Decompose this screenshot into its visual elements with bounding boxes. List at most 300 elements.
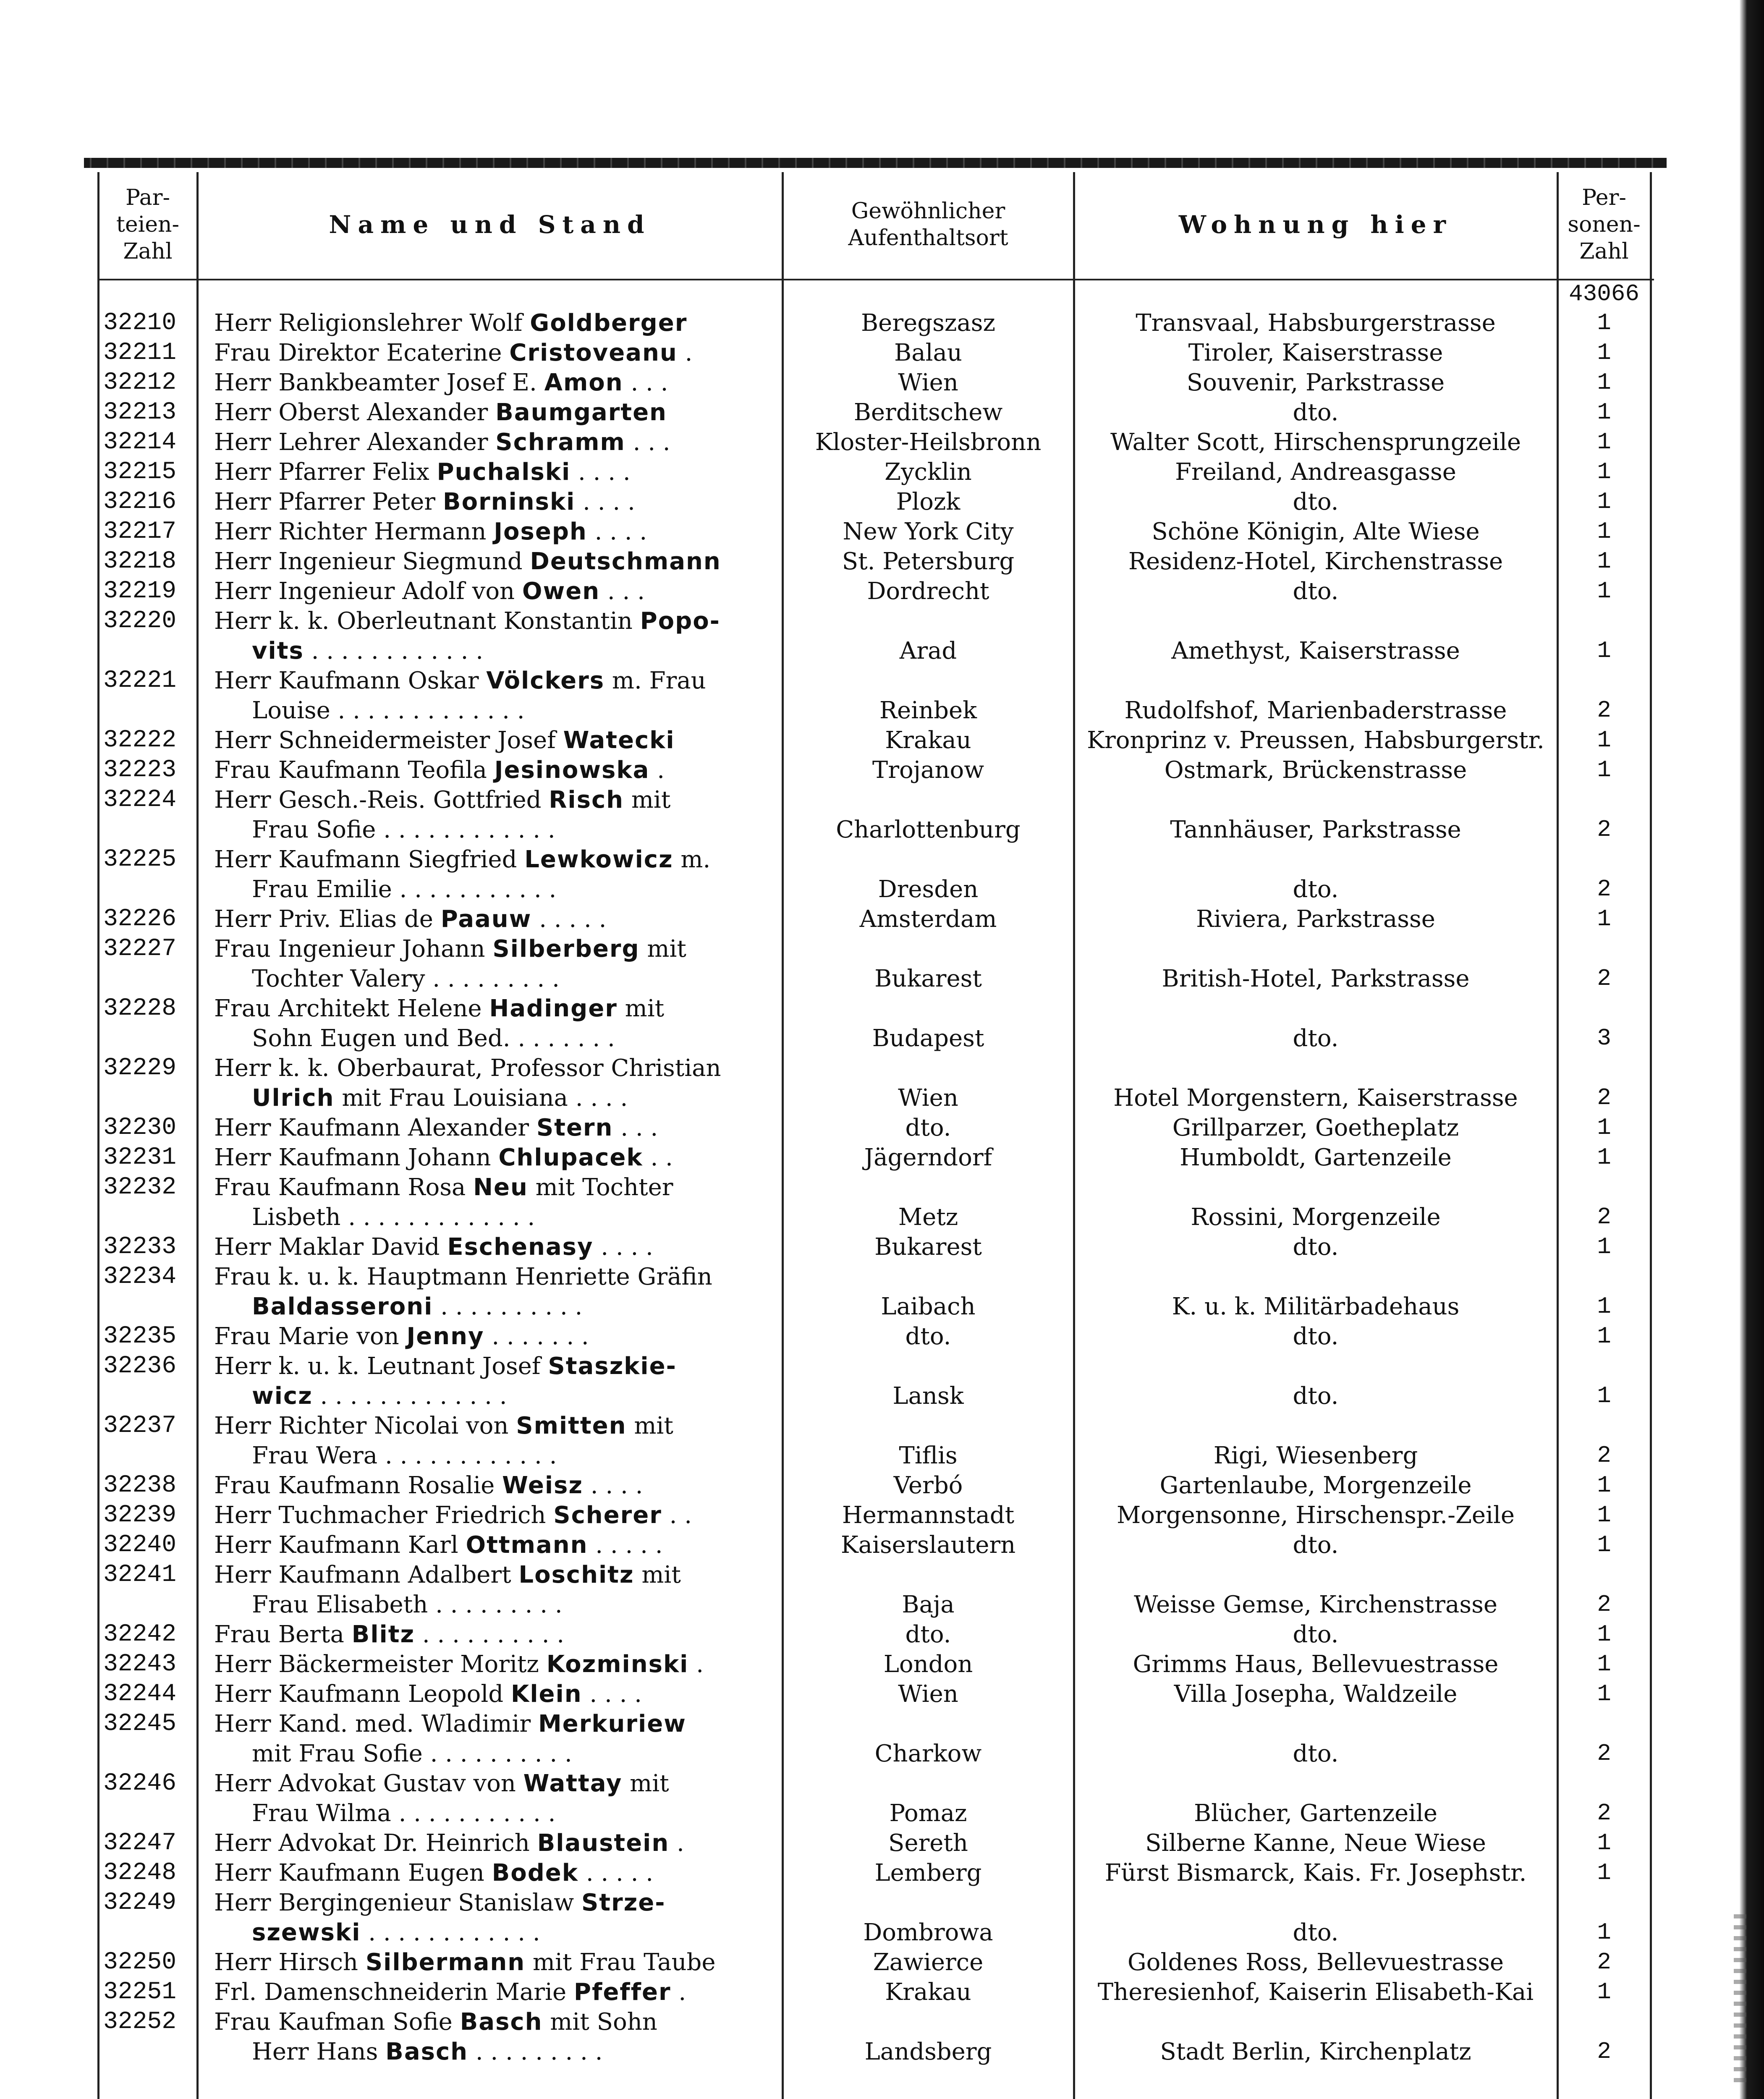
lodging-address: Tannhäuser, Parkstrasse — [1170, 816, 1461, 843]
name-line: Herr Priv. Elias de Paauw . . . . . — [214, 906, 607, 933]
surname: Basch — [460, 2008, 543, 2036]
lodging-address: Gartenlaube, Morgenzeile — [1159, 1472, 1472, 1499]
surname: Staszkie- — [548, 1353, 677, 1380]
scan-edge — [1740, 0, 1764, 2099]
usual-residence: Metz — [898, 1204, 958, 1231]
name-line: Herr Kaufmann Johann Chlupacek . . — [214, 1144, 673, 1171]
persons-count: 1 — [1597, 1382, 1611, 1409]
name-line: Frau Kaufmann Teofila Jesinowska . — [214, 756, 665, 784]
register-row — [0, 1173, 1738, 1232]
name-and-status — [214, 368, 781, 398]
surname: Amon — [544, 369, 623, 396]
register-row — [0, 845, 1738, 904]
persons-count: 2 — [1597, 1204, 1611, 1230]
surname: Blaustein — [537, 1829, 670, 1857]
usual-residence: Krakau — [885, 1979, 971, 2006]
name-and-status — [214, 1143, 781, 1173]
party-number: 32234 — [103, 1263, 177, 1290]
name-and-status — [214, 606, 781, 666]
name-and-status — [214, 1649, 781, 1679]
lodging-address: Weisse Gemse, Kirchenstrasse — [1133, 1591, 1498, 1618]
persons-count: 1 — [1597, 1233, 1611, 1260]
persons-count: 2 — [1597, 876, 1611, 903]
usual-residence: Plozk — [896, 488, 961, 516]
usual-residence: Dombrowa — [863, 1919, 993, 1946]
persons-count: 2 — [1597, 2038, 1611, 2065]
party-number: 32249 — [103, 1889, 177, 1916]
surname: Baumgarten — [495, 399, 667, 426]
register-row — [0, 1351, 1738, 1411]
usual-residence: Wien — [898, 369, 958, 396]
name-and-status — [214, 1769, 781, 1828]
usual-residence: Dordrecht — [867, 578, 989, 605]
surname: Ulrich — [252, 1084, 335, 1112]
usual-residence: Bukarest — [874, 1233, 982, 1261]
register-row — [0, 994, 1738, 1053]
name-and-status — [214, 934, 781, 994]
name-line: Herr Hirsch Silbermann mit Frau Taube — [214, 1949, 716, 1976]
persons-count: 1 — [1597, 1651, 1611, 1678]
carried-total: 43066 — [1568, 280, 1640, 307]
name-line: Frau Ingenieur Johann Silberberg mit — [214, 935, 686, 963]
persons-count: 1 — [1597, 1979, 1611, 2005]
name-line: mit Frau Sofie . . . . . . . . . . — [252, 1740, 572, 1767]
register-row — [0, 1530, 1738, 1560]
persons-count: 1 — [1597, 339, 1611, 366]
persons-count: 2 — [1597, 965, 1611, 992]
surname: Strze- — [581, 1889, 666, 1916]
name-line: Lisbeth . . . . . . . . . . . . . — [252, 1204, 535, 1231]
name-line: Herr Kaufmann Leopold Klein . . . . — [214, 1680, 642, 1708]
lodging-address: Grillparzer, Goetheplatz — [1172, 1114, 1459, 1141]
surname: Klein — [510, 1680, 582, 1708]
party-number: 32227 — [103, 935, 177, 963]
usual-residence: Beregszasz — [861, 309, 995, 337]
usual-residence: Tiflis — [899, 1442, 958, 1469]
name-line: Herr k. k. Oberleutnant Konstantin Popo- — [214, 607, 720, 635]
usual-residence: Lansk — [892, 1382, 964, 1410]
usual-residence: Budapest — [872, 1025, 984, 1052]
persons-count: 2 — [1597, 1084, 1611, 1111]
party-number: 32229 — [103, 1055, 177, 1082]
party-number: 32210 — [103, 309, 177, 337]
register-row — [0, 1471, 1738, 1500]
header-usual-residence: Gewöhnlicher Aufenthaltsort — [848, 199, 1008, 251]
name-line: Herr Pfarrer Peter Borninski . . . . — [214, 488, 635, 516]
persons-count: 2 — [1597, 1442, 1611, 1469]
surname: Merkuriew — [538, 1710, 686, 1738]
party-number: 32213 — [103, 399, 177, 426]
usual-residence: Krakau — [885, 727, 971, 754]
persons-count: 1 — [1597, 1293, 1611, 1320]
lodging-address: Schöne Königin, Alte Wiese — [1152, 518, 1480, 545]
name-and-status — [214, 487, 781, 517]
register-row — [0, 1858, 1738, 1888]
persons-count: 1 — [1597, 458, 1611, 485]
persons-count: 1 — [1597, 578, 1611, 605]
persons-count: 1 — [1597, 1680, 1611, 1707]
top-rule — [84, 158, 1667, 168]
persons-count: 1 — [1597, 1502, 1611, 1528]
name-line: Ulrich mit Frau Louisiana . . . . — [252, 1084, 628, 1112]
party-number: 32231 — [103, 1144, 177, 1171]
usual-residence: Landsberg — [864, 2038, 992, 2065]
register-row — [0, 1649, 1738, 1679]
party-number: 32243 — [103, 1651, 177, 1678]
persons-count: 1 — [1597, 1859, 1611, 1886]
lodging-address: Silberne Kanne, Neue Wiese — [1145, 1829, 1486, 1857]
persons-count: 2 — [1597, 697, 1611, 724]
usual-residence: Hermannstadt — [842, 1502, 1015, 1529]
name-and-status — [214, 725, 781, 755]
lodging-address: Rossini, Morgenzeile — [1191, 1204, 1441, 1231]
surname: Watecki — [563, 727, 675, 754]
name-and-status — [214, 1262, 781, 1322]
lodging-address: dto. — [1293, 1740, 1339, 1767]
usual-residence: Trojanow — [872, 756, 984, 784]
name-line: Tochter Valery . . . . . . . . . — [252, 965, 560, 992]
register-row — [0, 427, 1738, 457]
register-row — [0, 1262, 1738, 1322]
header-lodging-here: Wohnung hier — [1178, 210, 1453, 239]
name-line: Frau Wera . . . . . . . . . . . . — [252, 1442, 557, 1469]
persons-count: 2 — [1597, 816, 1611, 843]
name-and-status — [214, 1053, 781, 1113]
party-number: 32244 — [103, 1680, 177, 1708]
party-number: 32217 — [103, 518, 177, 545]
lodging-address: Hotel Morgenstern, Kaiserstrasse — [1113, 1084, 1518, 1112]
party-number: 32226 — [103, 906, 177, 933]
register-row — [0, 785, 1738, 845]
name-line: Herr Bergingenieur Stanislaw Strze- — [214, 1889, 666, 1916]
persons-count: 2 — [1597, 1740, 1611, 1767]
name-line: Herr Ingenieur Adolf von Owen . . . — [214, 578, 645, 605]
persons-count: 1 — [1597, 1472, 1611, 1499]
register-row — [0, 576, 1738, 606]
persons-count: 1 — [1597, 756, 1611, 783]
register-row — [0, 1143, 1738, 1173]
usual-residence: St. Petersburg — [842, 548, 1015, 575]
name-and-status — [214, 2007, 781, 2067]
name-and-status — [214, 904, 781, 934]
lodging-address: Fürst Bismarck, Kais. Fr. Josephstr. — [1104, 1859, 1527, 1887]
usual-residence: Kloster-Heilsbronn — [815, 429, 1042, 456]
register-row — [0, 1709, 1738, 1769]
name-and-status — [214, 576, 781, 606]
lodging-address: Grimms Haus, Bellevuestrasse — [1133, 1651, 1499, 1678]
party-number: 32251 — [103, 1979, 177, 2006]
lodging-address: Residenz-Hotel, Kirchenstrasse — [1128, 548, 1503, 575]
name-and-status — [214, 1560, 781, 1620]
party-number: 32233 — [103, 1233, 177, 1261]
party-number: 32225 — [103, 846, 177, 873]
surname: Joseph — [494, 518, 587, 545]
lodging-address: Riviera, Parkstrasse — [1196, 906, 1435, 933]
name-and-status — [214, 1113, 781, 1143]
lodging-address: Ostmark, Brückenstrasse — [1164, 756, 1467, 784]
lodging-address: Stadt Berlin, Kirchenplatz — [1160, 2038, 1471, 2065]
surname: Scherer — [553, 1502, 662, 1529]
name-and-status — [214, 308, 781, 338]
persons-count: 1 — [1597, 399, 1611, 426]
lodging-address: dto. — [1293, 1621, 1339, 1648]
persons-count: 1 — [1597, 429, 1611, 455]
name-and-status — [214, 785, 781, 845]
surname: Eschenasy — [447, 1233, 594, 1261]
surname: Loschitz — [518, 1561, 634, 1589]
name-line: Herr Religionslehrer Wolf Goldberger — [214, 309, 688, 337]
name-and-status — [214, 1977, 781, 2007]
persons-count: 1 — [1597, 548, 1611, 575]
usual-residence: Charkow — [874, 1740, 982, 1767]
register-row — [0, 934, 1738, 994]
party-number: 32248 — [103, 1859, 177, 1887]
surname: Schramm — [495, 429, 626, 456]
name-line: Louise . . . . . . . . . . . . . — [252, 697, 525, 724]
usual-residence: Jägerndorf — [864, 1144, 992, 1171]
party-number: 32246 — [103, 1770, 177, 1797]
register-row — [0, 1977, 1738, 2007]
party-number: 32242 — [103, 1621, 177, 1648]
party-number: 32250 — [103, 1949, 177, 1976]
name-and-status — [214, 1620, 781, 1649]
name-and-status — [214, 1709, 781, 1769]
usual-residence: Reinbek — [879, 697, 977, 724]
usual-residence: Wien — [898, 1680, 958, 1708]
persons-count: 1 — [1597, 309, 1611, 336]
persons-count: 1 — [1597, 1323, 1611, 1350]
surname: Borninski — [442, 488, 576, 516]
lodging-address: dto. — [1293, 1233, 1339, 1261]
surname: Risch — [549, 786, 624, 814]
surname: Blitz — [351, 1621, 415, 1648]
party-number: 32223 — [103, 756, 177, 784]
surname: Wattay — [523, 1770, 623, 1797]
usual-residence: Amsterdam — [859, 906, 997, 933]
persons-count: 1 — [1597, 1144, 1611, 1171]
name-and-status — [214, 1828, 781, 1858]
name-and-status — [214, 1858, 781, 1888]
name-line: Herr Hans Basch . . . . . . . . . — [252, 2038, 603, 2065]
lodging-address: dto. — [1293, 876, 1339, 903]
name-and-status — [214, 1322, 781, 1351]
lodging-address: dto. — [1293, 1919, 1339, 1946]
name-line: Frau Sofie . . . . . . . . . . . . — [252, 816, 555, 843]
name-line: Frl. Damenschneiderin Marie Pfeffer . — [214, 1979, 686, 2006]
register-row — [0, 1053, 1738, 1113]
name-line: Herr Kaufmann Oskar Völckers m. Frau — [214, 667, 706, 694]
persons-count: 1 — [1597, 1531, 1611, 1558]
name-line: Herr Advokat Dr. Heinrich Blaustein . — [214, 1829, 684, 1857]
name-line: Frau Kaufmann Rosalie Weisz . . . . — [214, 1472, 643, 1499]
persons-count: 3 — [1597, 1025, 1611, 1052]
party-number: 32236 — [103, 1353, 177, 1380]
name-line: Herr k. k. Oberbaurat, Professor Christian — [214, 1055, 721, 1082]
lodging-address: dto. — [1293, 399, 1339, 426]
name-line: Herr Tuchmacher Friedrich Scherer . . — [214, 1502, 692, 1529]
usual-residence: Kaiserslautern — [840, 1531, 1016, 1559]
register-row — [0, 308, 1738, 338]
lodging-address: Amethyst, Kaiserstrasse — [1171, 637, 1460, 665]
header-persons-count: Per- sonen- Zahl — [1568, 185, 1641, 264]
lodging-address: dto. — [1293, 488, 1339, 516]
party-number: 32240 — [103, 1531, 177, 1559]
name-line: Frau Architekt Helene Hadinger mit — [214, 995, 665, 1022]
usual-residence: New York City — [843, 518, 1014, 545]
usual-residence: London — [883, 1651, 973, 1678]
persons-count: 1 — [1597, 1621, 1611, 1648]
usual-residence: Verbó — [893, 1472, 963, 1499]
lodging-address: dto. — [1293, 1323, 1339, 1350]
name-line: Herr Kaufmann Siegfried Lewkowicz m. — [214, 846, 711, 873]
name-line: Baldasseroni . . . . . . . . . . — [252, 1293, 583, 1320]
name-line: Frau Wilma . . . . . . . . . . . — [252, 1800, 556, 1827]
persons-count: 2 — [1597, 1949, 1611, 1976]
usual-residence: Wien — [898, 1084, 958, 1112]
surname: Neu — [473, 1174, 528, 1201]
name-line: Frau Berta Blitz . . . . . . . . . . — [214, 1621, 565, 1648]
register-row — [0, 2007, 1738, 2067]
register-rows — [0, 308, 1738, 2067]
surname: Chlupacek — [498, 1144, 643, 1171]
name-and-status — [214, 1679, 781, 1709]
header-party-number: Par- teien- Zahl — [116, 185, 180, 264]
usual-residence: Baja — [902, 1591, 955, 1618]
usual-residence: Dresden — [878, 876, 979, 903]
header-rule — [97, 279, 1654, 280]
name-line: Herr Bankbeamter Josef E. Amon . . . — [214, 369, 668, 396]
name-line: Frau Direktor Ecaterine Cristoveanu . — [214, 339, 693, 366]
lodging-address: Humboldt, Gartenzeile — [1180, 1144, 1452, 1171]
usual-residence: Berditschew — [853, 399, 1003, 426]
persons-count: 1 — [1597, 1829, 1611, 1856]
name-line: Herr Pfarrer Felix Puchalski . . . . — [214, 458, 631, 486]
usual-residence: Charlottenburg — [836, 816, 1021, 843]
name-and-status — [214, 1500, 781, 1530]
name-line: Herr Lehrer Alexander Schramm . . . — [214, 429, 670, 456]
persons-count: 1 — [1597, 369, 1611, 396]
persons-count: 1 — [1597, 727, 1611, 754]
lodging-address: dto. — [1293, 578, 1339, 605]
party-number: 32214 — [103, 429, 177, 456]
register-row — [0, 457, 1738, 487]
usual-residence: Balau — [894, 339, 962, 366]
name-and-status — [214, 1530, 781, 1560]
name-line: Herr k. u. k. Leutnant Josef Staszkie- — [214, 1353, 677, 1380]
name-and-status — [214, 1947, 781, 1977]
name-and-status — [214, 755, 781, 785]
name-line: Frau Marie von Jenny . . . . . . . — [214, 1323, 589, 1350]
name-and-status — [214, 517, 781, 547]
name-and-status — [214, 338, 781, 368]
name-line: szewski . . . . . . . . . . . . — [252, 1919, 540, 1946]
lodging-address: Tiroler, Kaiserstrasse — [1188, 339, 1443, 366]
register-row — [0, 1769, 1738, 1828]
surname: wicz — [252, 1382, 313, 1410]
usual-residence: dto. — [905, 1323, 951, 1350]
party-number: 32241 — [103, 1561, 177, 1589]
name-line: Herr Richter Nicolai von Smitten mit — [214, 1412, 673, 1439]
surname: Weisz — [502, 1472, 583, 1499]
party-number: 32216 — [103, 488, 177, 516]
party-number: 32220 — [103, 607, 177, 635]
register-row — [0, 606, 1738, 666]
name-line: wicz . . . . . . . . . . . . . — [252, 1382, 507, 1410]
header-name-and-status: Name und Stand — [329, 210, 651, 239]
party-number: 32252 — [103, 2008, 177, 2036]
margin-marks — [1734, 1914, 1746, 2082]
party-number: 32224 — [103, 786, 177, 814]
register-row — [0, 1560, 1738, 1620]
surname: Stern — [536, 1114, 613, 1141]
surname: Paauw — [440, 906, 532, 933]
lodging-address: dto. — [1293, 1025, 1339, 1052]
persons-count: 2 — [1597, 1591, 1611, 1618]
name-line: Frau Elisabeth . . . . . . . . . — [252, 1591, 563, 1618]
lodging-address: Rigi, Wiesenberg — [1213, 1442, 1418, 1469]
surname: Silbermann — [365, 1949, 526, 1976]
name-line: Herr Oberst Alexander Baumgarten — [214, 399, 667, 426]
party-number: 32221 — [103, 667, 177, 694]
register-row — [0, 755, 1738, 785]
party-number: 32212 — [103, 369, 177, 396]
persons-count: 1 — [1597, 906, 1611, 932]
party-number: 32238 — [103, 1472, 177, 1499]
register-row — [0, 1322, 1738, 1351]
name-line: Herr Kaufmann Karl Ottmann . . . . . — [214, 1531, 663, 1559]
party-number: 32228 — [103, 995, 177, 1022]
party-number: 32222 — [103, 727, 177, 754]
name-line: Herr Kaufmann Eugen Bodek . . . . . — [214, 1859, 654, 1887]
lodging-address: Theresienhof, Kaiserin Elisabeth-Kai — [1097, 1979, 1534, 2006]
surname: Jesinowska — [494, 756, 650, 784]
name-and-status — [214, 1411, 781, 1471]
surname: Basch — [385, 2038, 468, 2065]
lodging-address: dto. — [1293, 1382, 1339, 1410]
surname: Goldberger — [530, 309, 688, 337]
register-row — [0, 1679, 1738, 1709]
persons-count: 1 — [1597, 518, 1611, 545]
name-line: Herr Gesch.-Reis. Gottfried Risch mit — [214, 786, 671, 814]
party-number: 32232 — [103, 1174, 177, 1201]
usual-residence: Pomaz — [889, 1800, 967, 1827]
surname: Silberberg — [492, 935, 640, 963]
lodging-address: Freiland, Andreasgasse — [1175, 458, 1456, 486]
surname: Cristoveanu — [509, 339, 678, 366]
lodging-address: Transvaal, Habsburgerstrasse — [1136, 309, 1496, 337]
name-line: Herr Bäckermeister Moritz Kozminski . — [214, 1651, 704, 1678]
party-number: 32230 — [103, 1114, 177, 1141]
persons-count: 1 — [1597, 637, 1611, 664]
surname: Lewkowicz — [524, 846, 673, 873]
name-line: Herr Ingenieur Siegmund Deutschmann — [214, 548, 721, 575]
name-line: vits . . . . . . . . . . . . — [252, 637, 484, 665]
surname: Kozminski — [546, 1651, 689, 1678]
lodging-address: Rudolfshof, Marienbaderstrasse — [1124, 697, 1507, 724]
lodging-address: Goldenes Ross, Bellevuestrasse — [1127, 1949, 1504, 1976]
surname: Baldasseroni — [252, 1293, 433, 1320]
name-line: Herr Kaufmann Adalbert Loschitz mit — [214, 1561, 681, 1589]
surname: Owen — [522, 578, 600, 605]
usual-residence: dto. — [905, 1621, 951, 1648]
party-number: 32237 — [103, 1412, 177, 1439]
surname: Deutschmann — [530, 548, 721, 575]
name-line: Frau k. u. k. Hauptmann Henriette Gräfin — [214, 1263, 712, 1290]
surname: Pfeffer — [573, 1979, 671, 2006]
name-line: Herr Advokat Gustav von Wattay mit — [214, 1770, 669, 1797]
name-line: Frau Kaufmann Rosa Neu mit Tochter — [214, 1174, 673, 1201]
name-and-status — [214, 1173, 781, 1232]
